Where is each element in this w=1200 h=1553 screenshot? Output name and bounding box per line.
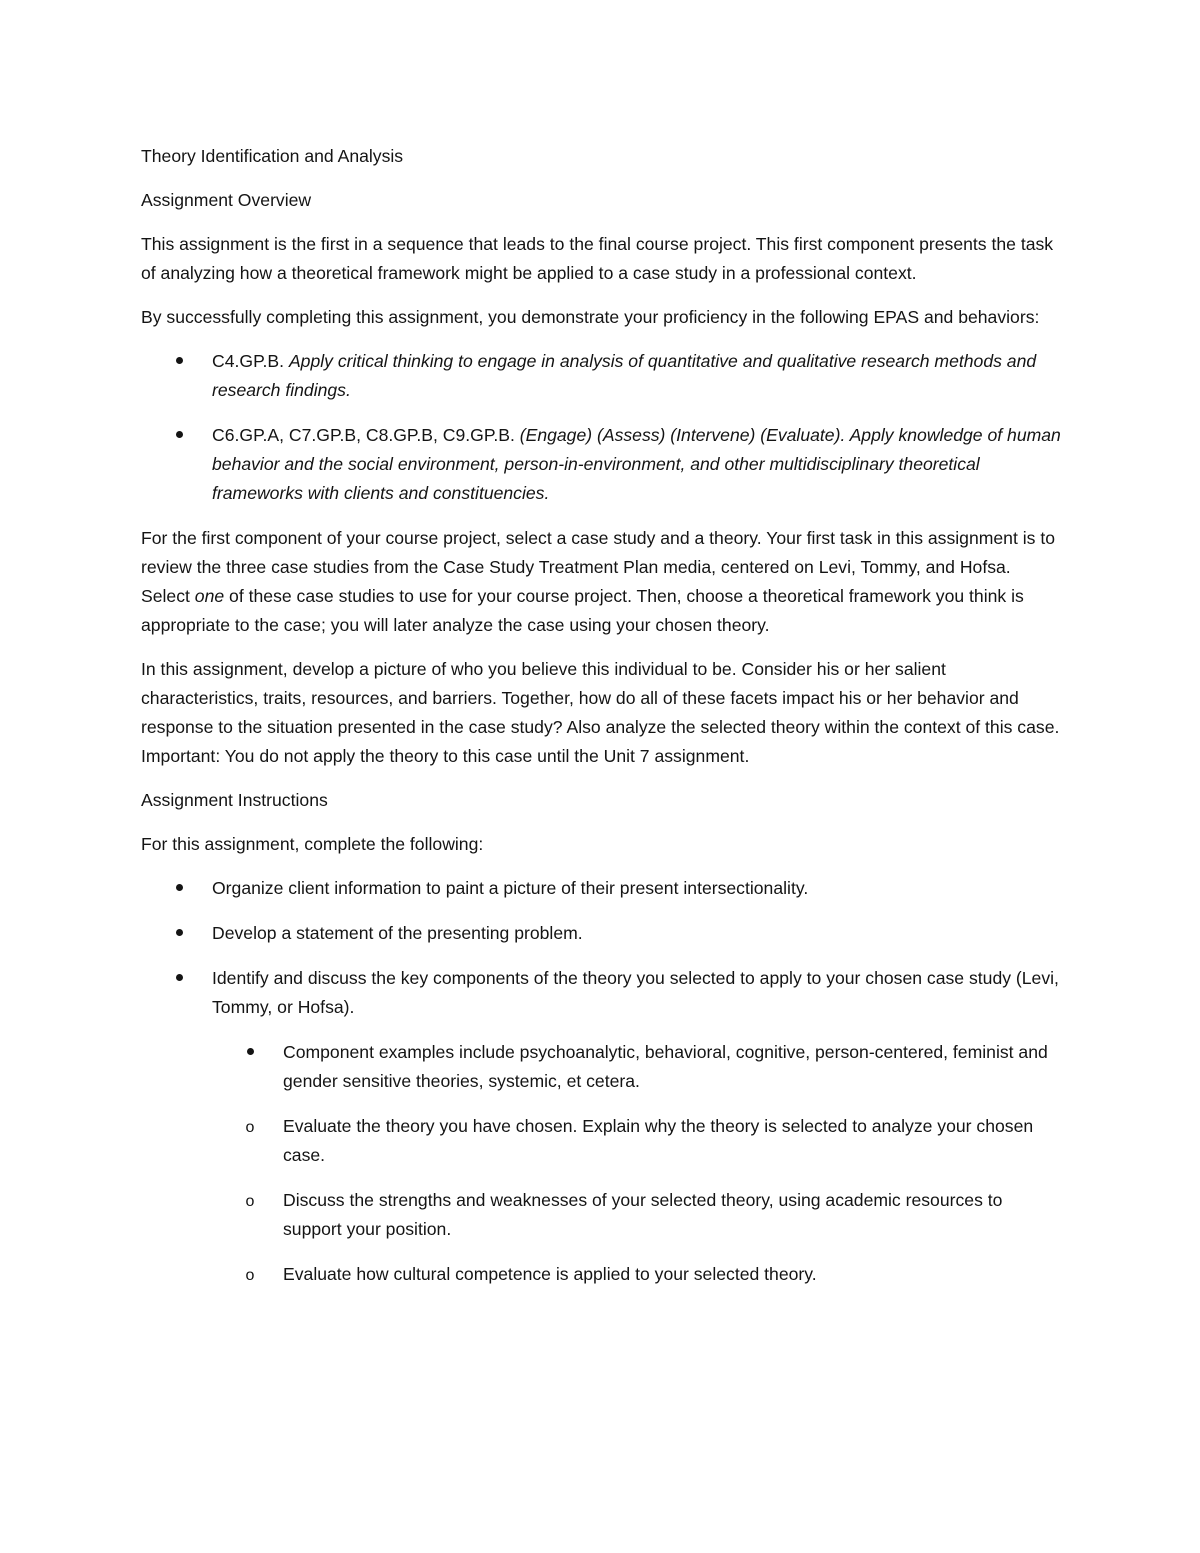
overview-paragraph-1: This assignment is the first in a sequence that leads to the final course project. This first component presents the task of analyzing how a theoretical framework might be applied to a case study in a professional context. — [141, 234, 1054, 283]
overview-heading: Assignment Overview — [141, 190, 312, 210]
list-item — [141, 1186, 1061, 1244]
document-body — [141, 142, 1061, 1305]
project-text-emphasis: one — [194, 586, 225, 606]
list-item — [141, 874, 1061, 903]
instruction-text: Organize client information to paint a picture of their present intersectionality. — [212, 878, 809, 898]
list-item — [141, 1260, 1061, 1289]
sub-item-text: Evaluate how cultural competence is applied to your selected theory. — [283, 1264, 817, 1284]
bullet-icon — [169, 919, 189, 948]
list-item — [141, 421, 1061, 508]
bullet-icon — [240, 1038, 260, 1067]
list-item — [141, 919, 1061, 948]
sub-item-text: Component examples include psychoanalytic, behavioral, cognitive, person-centered, feminist and gender sensitive theories, systemic, et cetera. — [283, 1042, 1048, 1091]
bullet-icon — [169, 964, 189, 993]
bullet-icon — [169, 347, 189, 376]
sub-item-text: Discuss the strengths and weaknesses of your selected theory, using academic resources to support your position. — [283, 1190, 1003, 1239]
project-text-end: of these case studies to use for your course project. Then, choose a theoretical framework you think is appropriate to the case; you will later analyze the case using your chosen theory. — [141, 586, 1024, 635]
circle-bullet-icon: o — [245, 1193, 255, 1210]
picture-paragraph: In this assignment, develop a picture of who you believe this individual to be. Consider his or her salient characteristics, traits, resources, and barriers. Together, how do all of these facets impact his or her behavior and response to the situation presented in the case study? Also analyze the selected theory within the context of this case. Important: You do not apply the theory to this case until the Unit 7 assignment. — [141, 659, 1060, 766]
instructions-intro: For this assignment, complete the following: — [141, 834, 484, 854]
project-paragraph — [141, 524, 1061, 640]
list-item — [141, 347, 1061, 405]
overview-paragraph-2: By successfully completing this assignment, you demonstrate your proficiency in the following EPAS and behaviors: — [141, 307, 1040, 327]
epas-code: C6.GP.A, C7.GP.B, C8.GP.B, C9.GP.B. — [212, 425, 515, 445]
epas-description: (Engage) (Assess) (Intervene) (Evaluate). Apply knowledge of human behavior and the social environment, person-in-environment, and other multidisciplinary theoretical frameworks with clients and constituencies. — [212, 425, 1061, 503]
epas-code: C4.GP.B. — [212, 351, 285, 371]
circle-bullet-icon: o — [245, 1267, 255, 1284]
circle-bullet-icon: o — [245, 1119, 255, 1136]
sub-item-text: Evaluate the theory you have chosen. Explain why the theory is selected to analyze your chosen case. — [283, 1116, 1034, 1165]
project-text-start: For the first component of your course project, select a case study and a theory. Your first task in this assignment is to review the three case studies from the Case Study Treatment Plan media, centered on Levi, Tommy, and Hofsa. Select — [141, 528, 1056, 606]
epas-list — [141, 347, 1061, 508]
bullet-icon — [169, 421, 189, 450]
document-title: Theory Identification and Analysis — [141, 146, 404, 166]
instructions-list — [141, 874, 1061, 1289]
list-item — [141, 964, 1061, 1022]
list-item — [141, 1112, 1061, 1170]
instruction-text: Develop a statement of the presenting problem. — [212, 923, 583, 943]
list-item — [141, 1038, 1061, 1096]
epas-description: Apply critical thinking to engage in analysis of quantitative and qualitative research methods and research findings. — [212, 351, 1037, 400]
bullet-icon — [169, 874, 189, 903]
instruction-text: Identify and discuss the key components of the theory you selected to apply to your chosen case study (Levi, Tommy, or Hofsa). — [212, 968, 1059, 1017]
instructions-heading: Assignment Instructions — [141, 790, 328, 810]
